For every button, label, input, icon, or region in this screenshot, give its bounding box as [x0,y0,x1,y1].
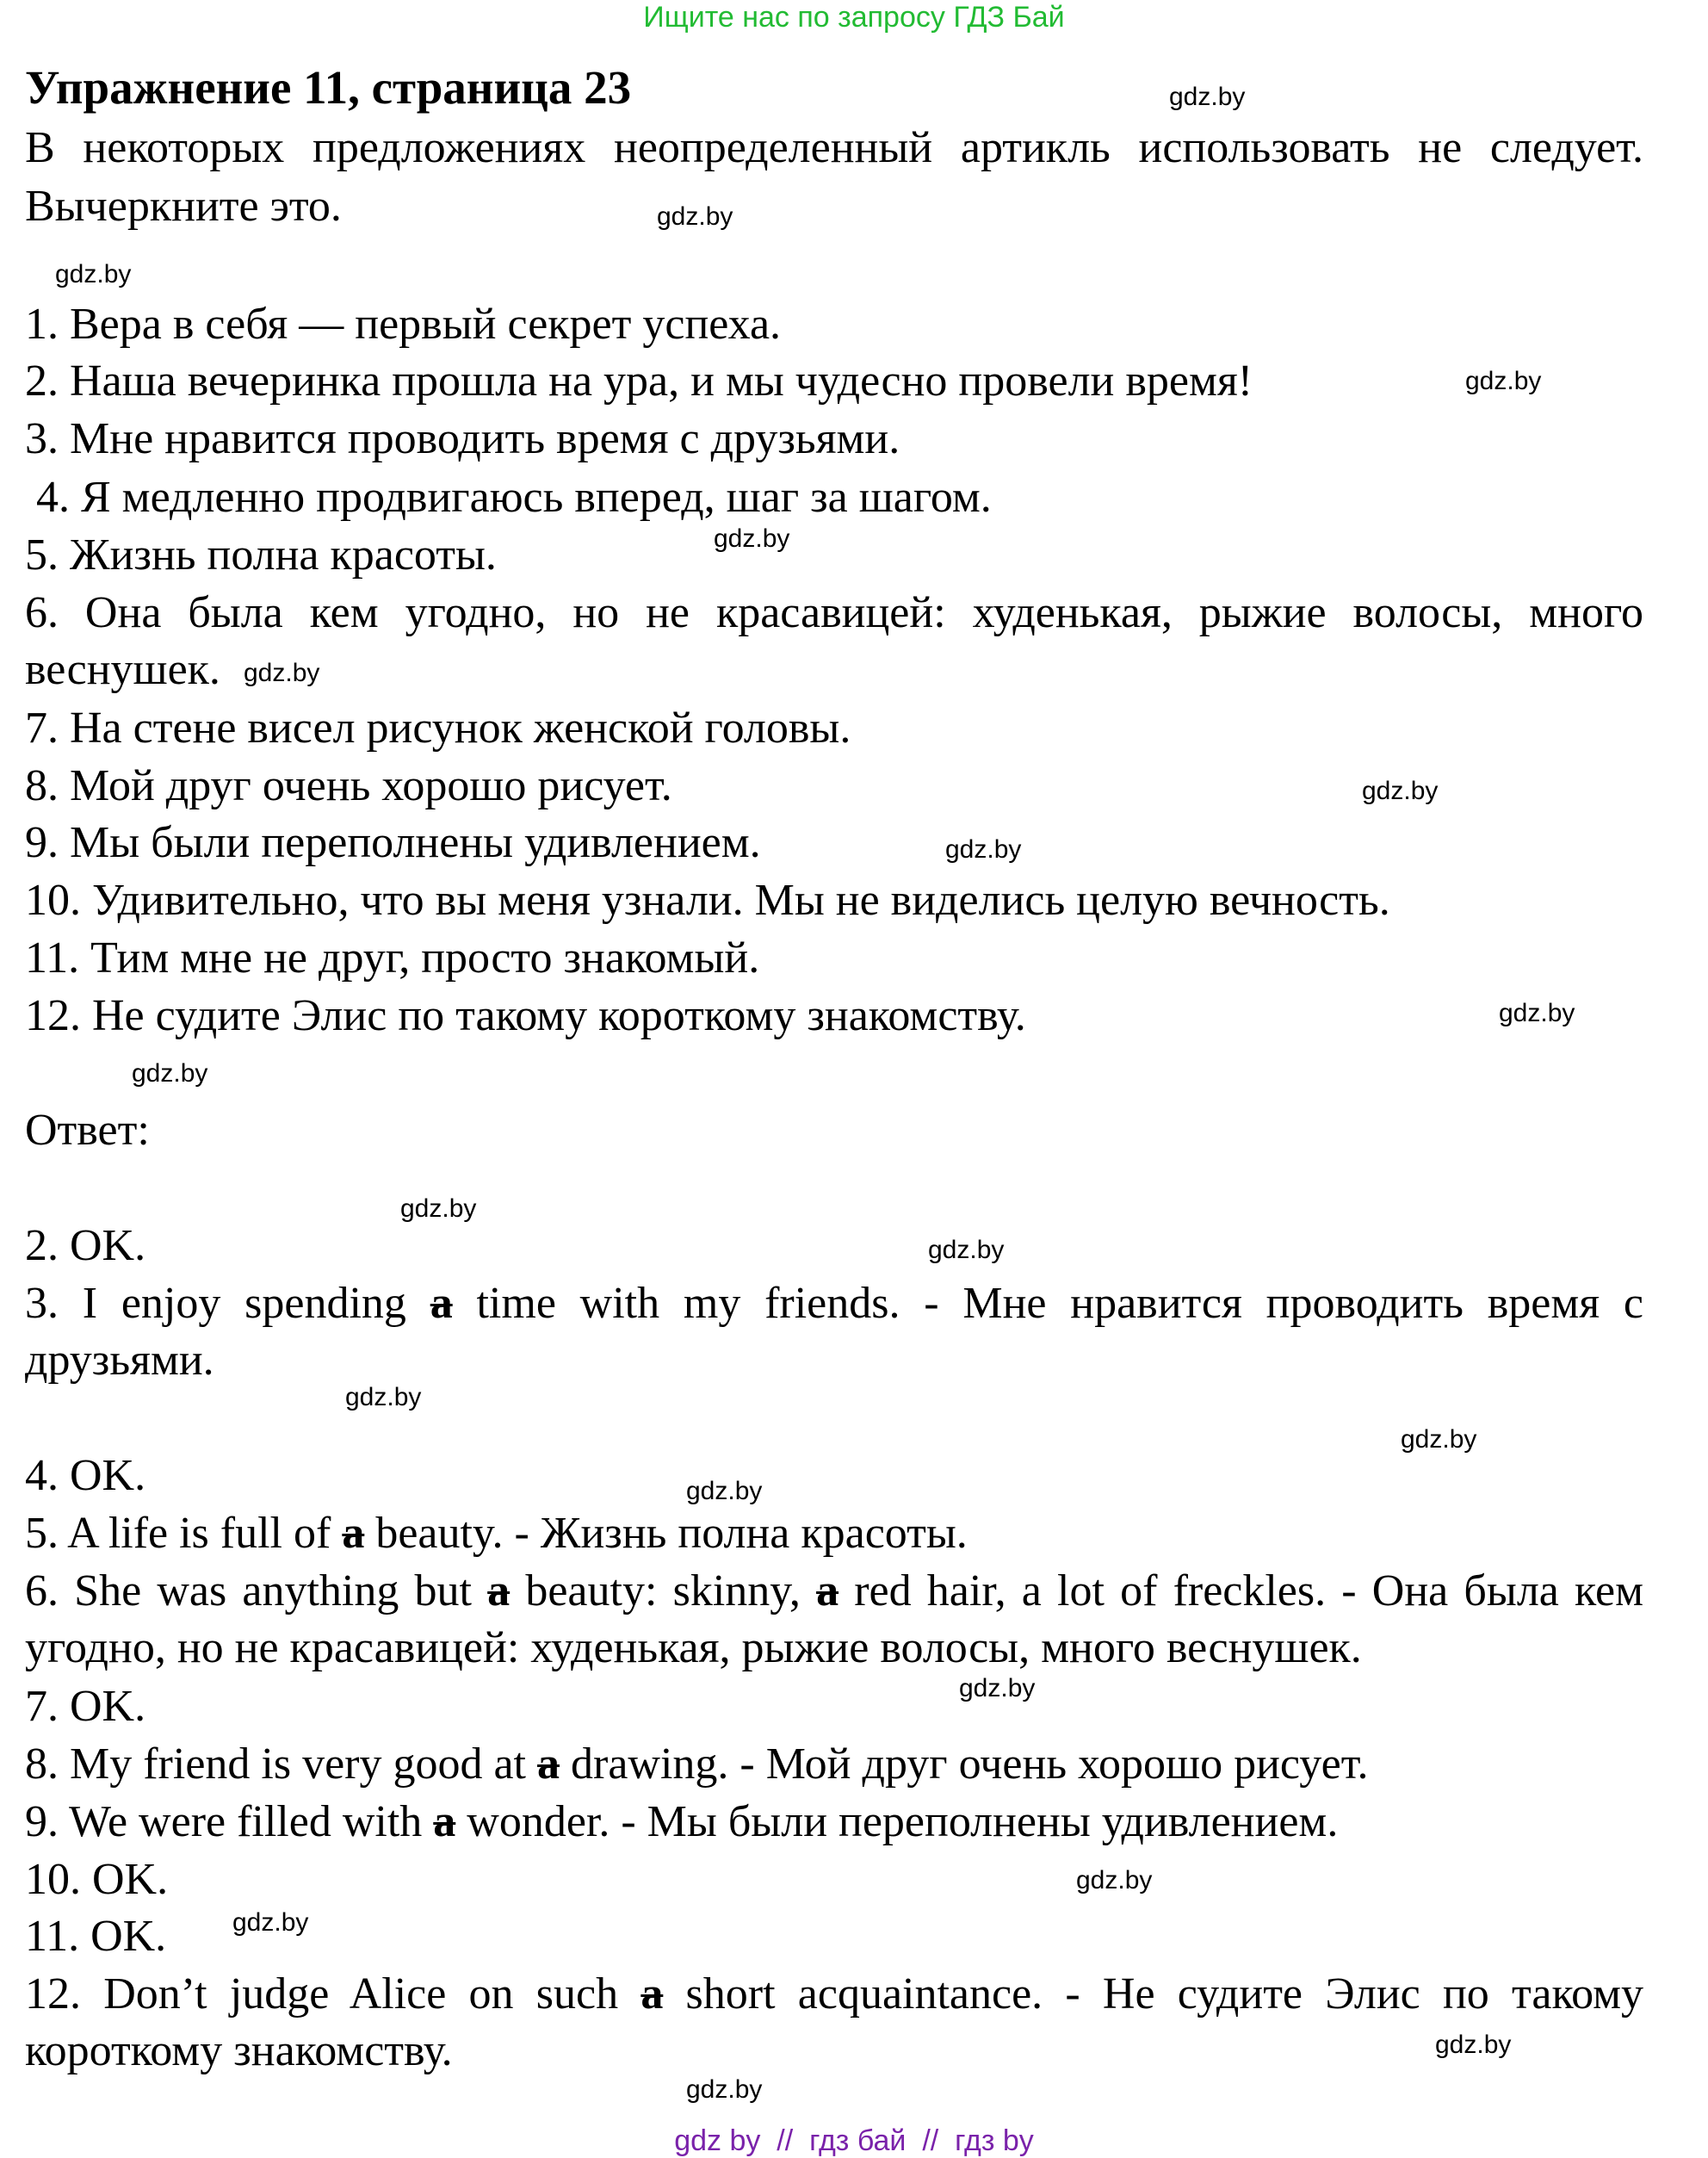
watermark: gdz.by [400,1194,477,1223]
watermark: gdz.by [928,1236,1005,1264]
answer-4: 4. OK. [25,1451,146,1500]
watermark: gdz.by [686,2075,763,2104]
exercise-item-2: 2. Наша вечеринка прошла на ура, и мы чудесно провели время! [25,357,1253,406]
watermark: gdz.by [959,1674,1036,1702]
answer-11: 11. OK. [25,1912,167,1961]
exercise-item-9: 9. Мы были переполнены удивлением. [25,818,761,867]
watermark: gdz.by [1465,367,1542,395]
answer-10: 10. OK. [25,1855,169,1904]
exercise-item-10: 10. Удивительно, что вы меня узнали. Мы не виделись целую вечность. [25,876,1390,925]
watermark: gdz.by [55,260,132,288]
answer-3-pre: 3. I enjoy spending [25,1279,430,1328]
watermark: gdz.by [232,1908,309,1937]
answer-3 [25,1275,1643,1389]
answer-6 [25,1563,1643,1677]
watermark: gdz.by [657,202,733,231]
watermark: gdz.by [1401,1425,1477,1454]
search-banner: Ищите нас по запросу ГДЗ Бай [643,1,1065,34]
answer-9-post: wonder. - Мы были переполнены удивлением. [455,1797,1339,1846]
answer-3-post: time with my friends. - Мне нравится проводить время с друзьями. [25,1279,1644,1385]
answer-12 [25,1966,1643,2080]
answer-5-post: beauty. - Жизнь полна красоты. [364,1509,968,1558]
answer-9-pre: 9. We were filled with [25,1797,434,1846]
answer-9 [25,1794,1338,1851]
answer-8-pre: 8. My friend is very good at [25,1739,538,1789]
exercise-item-7: 7. На стене висел рисунок женской головы. [25,704,851,753]
exercise-item-8: 8. Мой друг очень хорошо рисует. [25,761,672,810]
watermark: gdz.by [1435,2031,1512,2059]
watermark: gdz.by [132,1059,208,1088]
answer-6-mid: beauty: skinny, [510,1566,817,1615]
answer-12-post: short acquaintance. - Не судите Элис по такому короткому знакомству. [25,1969,1643,2075]
watermark: gdz.by [345,1383,422,1411]
watermark: gdz.by [945,835,1022,864]
struck-article: a [342,1509,365,1558]
exercise-item-12: 12. Не судите Элис по такому короткому знакомству. [25,991,1026,1040]
exercise-item-6: 6. Она была кем угодно, но не красавицей: худенькая, рыжие волосы, много веснушек. [25,588,1643,694]
exercise-item-11: 11. Тим мне не друг, просто знакомый. [25,933,760,983]
struck-article: a [487,1566,511,1615]
answer-5 [25,1505,968,1562]
exercise-item-3: 3. Мне нравится проводить время с друзьями. [25,414,900,463]
exercise-item-5: 5. Жизнь полна красоты. [25,530,497,580]
page-title: Упражнение 11, страница 23 [25,61,632,114]
watermark: gdz.by [1169,83,1246,111]
watermark: gdz.by [244,659,320,687]
answer-6-pre: 6. She was anything but [25,1566,488,1615]
struck-article: a [640,1969,664,2018]
answer-2: 2. OK. [25,1221,146,1270]
watermark: gdz.by [714,524,790,553]
watermark: gdz.by [1362,777,1439,805]
watermark: gdz.by [1076,1866,1153,1894]
footer-links: gdz by // гдз бай // гдз by [674,2124,1034,2157]
struck-article: a [537,1739,560,1789]
answer-5-pre: 5. A life is full of [25,1509,343,1558]
watermark: gdz.by [686,1477,763,1505]
struck-article: a [816,1566,839,1615]
exercise-item-4: 4. Я медленно продвигаюсь вперед, шаг за шагом. [25,473,992,522]
struck-article: a [430,1279,453,1328]
exercise-instruction: В некоторых предложениях неопределенный артикль использовать не следует. Вычеркните это. [25,123,1643,231]
answer-8 [25,1736,1369,1793]
struck-article: a [433,1797,456,1846]
exercise-item-1: 1. Вера в себя — первый секрет успеха. [25,300,782,349]
answer-7: 7. OK. [25,1682,146,1731]
answer-12-pre: 12. Don’t judge Alice on such [25,1969,641,2018]
answer-6-post: red hair, a lot of freckles. - Она была кем угодно, но не красавицей: худенькая, рыжие волосы, много веснушек. [25,1566,1643,1672]
answer-8-post: drawing. - Мой друг очень хорошо рисует. [560,1739,1369,1789]
watermark: gdz.by [1499,999,1575,1027]
answer-label: Ответ: [25,1106,150,1155]
